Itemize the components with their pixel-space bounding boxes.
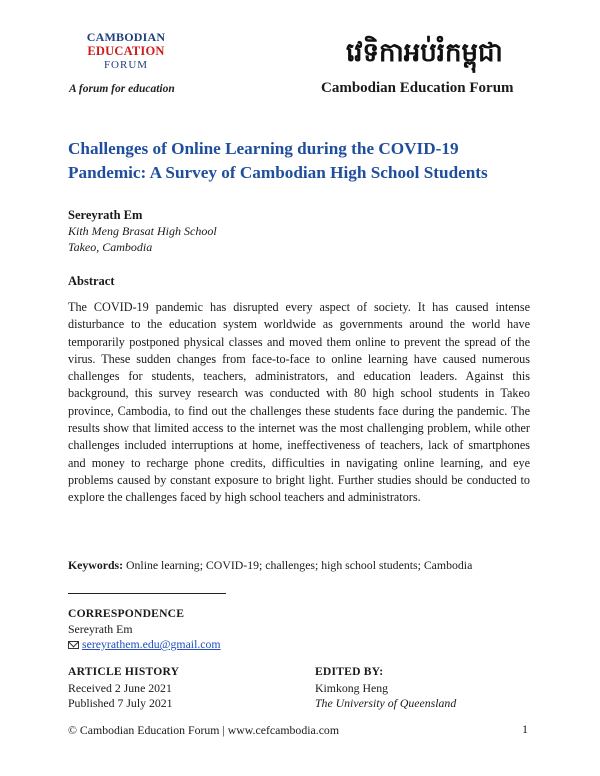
khmer-title: វេទិកាអប់រំកម្ពុជា: [346, 38, 503, 68]
received-date: Received 2 June 2021: [68, 681, 172, 695]
editor-name: Kimkong Heng: [315, 681, 389, 695]
logo-line-cambodian: CAMBODIAN: [86, 30, 166, 44]
forum-name: Cambodian Education Forum: [321, 80, 514, 96]
cef-logo: [66, 30, 186, 72]
abstract-heading: Abstract: [68, 274, 115, 288]
correspondence-name: Sereyrath Em: [68, 622, 133, 636]
correspondence-heading: CORRESPONDENCE: [68, 607, 185, 620]
keywords: [68, 558, 472, 573]
edited-by-heading: EDITED BY:: [315, 665, 384, 678]
keywords-list: Online learning; COVID-19; challenges; high school students; Cambodia: [123, 558, 473, 572]
keywords-label: Keywords:: [68, 558, 124, 572]
editor-institution: The University of Queensland: [315, 696, 457, 710]
logo-line-forum: FORUM: [103, 59, 149, 71]
mail-icon: [68, 641, 79, 649]
page-number: 1: [522, 722, 528, 736]
logo-tagline: A forum for education: [69, 83, 175, 95]
logo-line-education: EDUCATION: [87, 44, 165, 58]
author-name: Sereyrath Em: [68, 208, 143, 222]
footer-copyright: © Cambodian Education Forum | www.cefcambodia.com: [68, 723, 340, 737]
published-date: Published 7 July 2021: [68, 696, 173, 710]
abstract-text: The COVID-19 pandemic has disrupted every aspect of society. It has caused intense disturbance to the education system worldwide as governments around the world have temporarily postponed physical classes and moved them online to prevent the spread of the virus. These sudden changes from face-to-face to online learning have caused numerous challenges for students, teachers, administrators, and education leaders. Against this background, this survey research was conducted with 80 high school students in Takeo province, Cambodia, to find out the challenges these students face during the pandemic. The results show that limited access to the internet was the most challenging problem, while other challenges included interruptions at home, ineffectiveness of teachers, lack of smartphones and money to recharge phone credits, difficulties in navigating online learning, and eye problems caused by constant exposure to bright light. Further studies should be conducted to explore the challenges faced by high school teachers and administrators.: [68, 300, 530, 505]
footnote-divider: [68, 593, 226, 594]
author-affiliation-school: Kith Meng Brasat High School: [68, 224, 217, 238]
author-affiliation-location: Takeo, Cambodia: [68, 240, 153, 254]
article-history-heading: ARTICLE HISTORY: [68, 665, 180, 678]
correspondence-email-row: [68, 637, 221, 652]
article-title: Challenges of Online Learning during the COVID-19 Pandemic: A Survey of Cambodian High School Students: [68, 139, 488, 182]
correspondence-email-link[interactable]: sereyrathem.edu@gmail.com: [82, 637, 221, 651]
